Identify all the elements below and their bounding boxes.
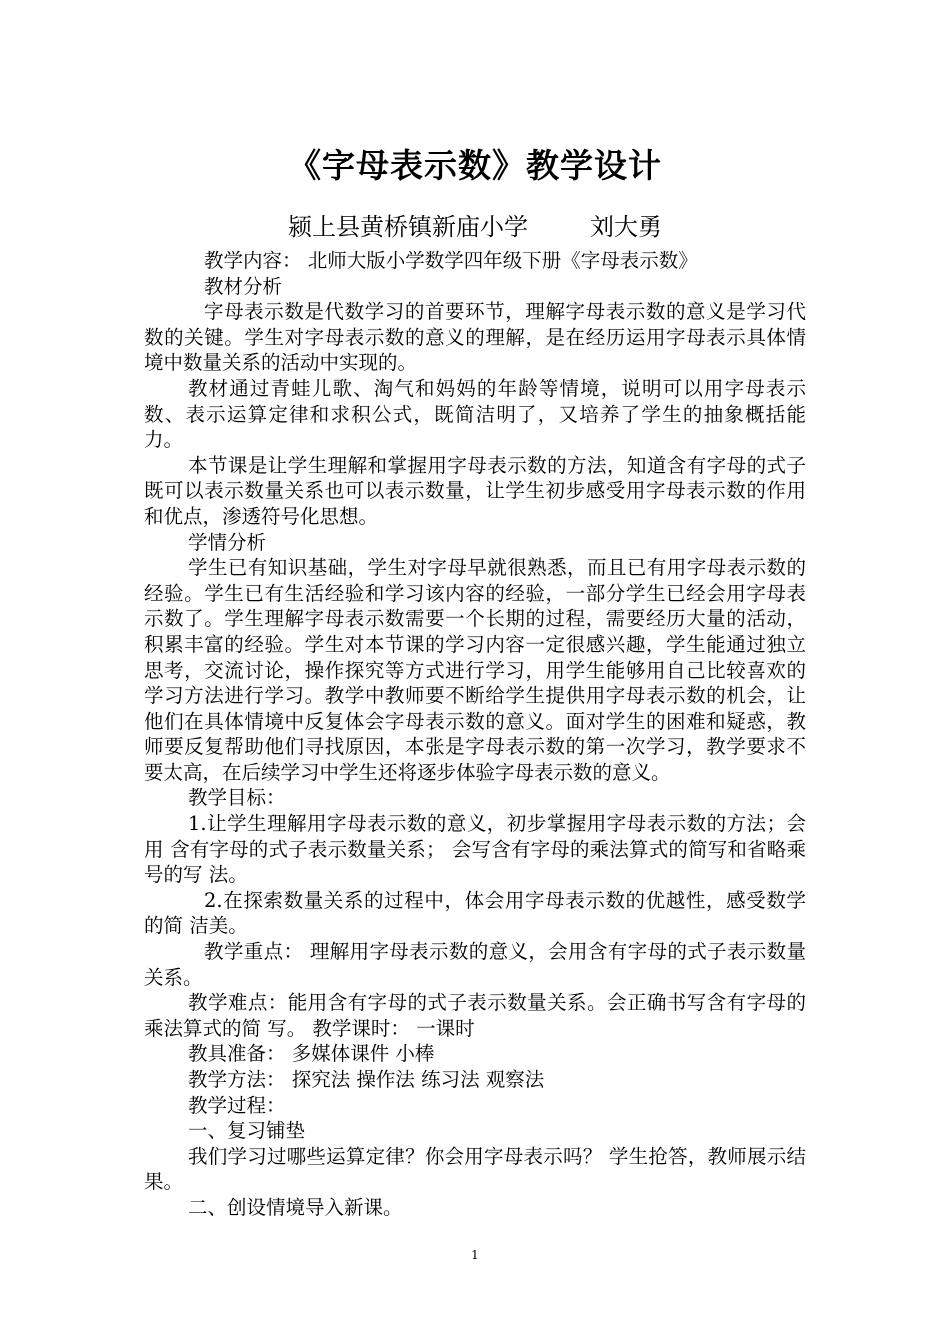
difficult-point: 教学难点：能用含有字母的式子表示数量关系。会正确书写含有字母的乘法算式的简 写。 教学课时： 一课时 <box>144 991 806 1040</box>
teaching-tools: 教具准备： 多媒体课件 小棒 <box>188 1042 435 1066</box>
author-line <box>0 207 950 242</box>
teaching-method: 教学方法： 探究法 操作法 练习法 观察法 <box>188 1068 545 1091</box>
step-2-heading: 二、创设情境导入新课。 <box>188 1195 403 1219</box>
document-body <box>144 248 806 1221</box>
paragraph-student: 学生已有知识基础，学生对字母早就很熟悉，而且已有用字母表示数的经验。学生已有生活经验和学习该内容的经验，一部分学生已经会用字母表示数了。学生理解字母表示数需要一个长期的过程，需要经历大量的活动，积累丰富的经验。学生对本节课的学习内容一定很感兴趣，学生能通过独立思考，交流讨论，操作探究等方式进行学习，用学生能够用自己比较喜欢的学习方法进行学习。教学中教师要不断给学生提供用字母表示数的机会，让他们在具体情境中反复体会字母表示数的意义。面对学生的困难和疑惑，教师要反复帮助他们寻找原因，本张是字母表示数的第一次学习，教学要求不要太高，在后续学习中学生还将逐步体验字母表示数的意义。 <box>144 556 806 784</box>
page-number: 1 <box>471 1248 479 1262</box>
heading-material: 教材分析 <box>204 274 283 298</box>
step-1-heading: 一、复习铺垫 <box>188 1119 306 1143</box>
content-line: 教学内容： 北师大版小学数学四年级下册《字母表示数》 <box>204 249 698 272</box>
paragraph-material-2: 教材通过青蛙儿歌、淘气和妈妈的年龄等情境，说明可以用字母表示数、表示运算定律和求积公式，既简洁明了，又培养了学生的抽象概括能力。 <box>144 376 806 452</box>
goal-2: 2.在探索数量关系的过程中，体会用字母表示数的优越性，感受数学的简 洁美。 <box>144 888 806 938</box>
step-1-paragraph: 我们学习过哪些运算定律？你会用字母表示吗？ 学生抢答，教师展示结果。 <box>144 1144 806 1194</box>
author-name: 刘大勇 <box>590 213 662 241</box>
goal-1: 1.让学生理解用字母表示数的意义，初步掌握用字母表示数的方法；会用 含有字母的式子表示数量关系； 会写含有字母的乘法算式的简写和省略乘号的写 法。 <box>144 812 806 887</box>
key-point: 教学重点： 理解用字母表示数的意义，会用含有字母的式子表示数量关系。 <box>144 940 806 989</box>
school-name: 颍上县黄桥镇新庙小学 <box>288 213 528 241</box>
paragraph-material-3: 本节课是让学生理解和掌握用字母表示数的方法，知道含有字母的式子既可以表示数量关系也可以表示数量，让学生初步感受用字母表示数的作用和优点，渗透符号化思想。 <box>144 453 806 528</box>
paragraph-material-1: 字母表示数是代数学习的首要环节，理解字母表示数的意义是学习代数的关键。学生对字母表示数的意义的理解，是在经历运用字母表示具体情境中数量关系的活动中实现的。 <box>144 300 806 375</box>
heading-student: 学情分析 <box>188 530 267 554</box>
heading-process: 教学过程： <box>188 1093 286 1117</box>
heading-goal: 教学目标： <box>188 786 286 810</box>
document-title: 《字母表示数》教学设计 <box>288 146 662 185</box>
